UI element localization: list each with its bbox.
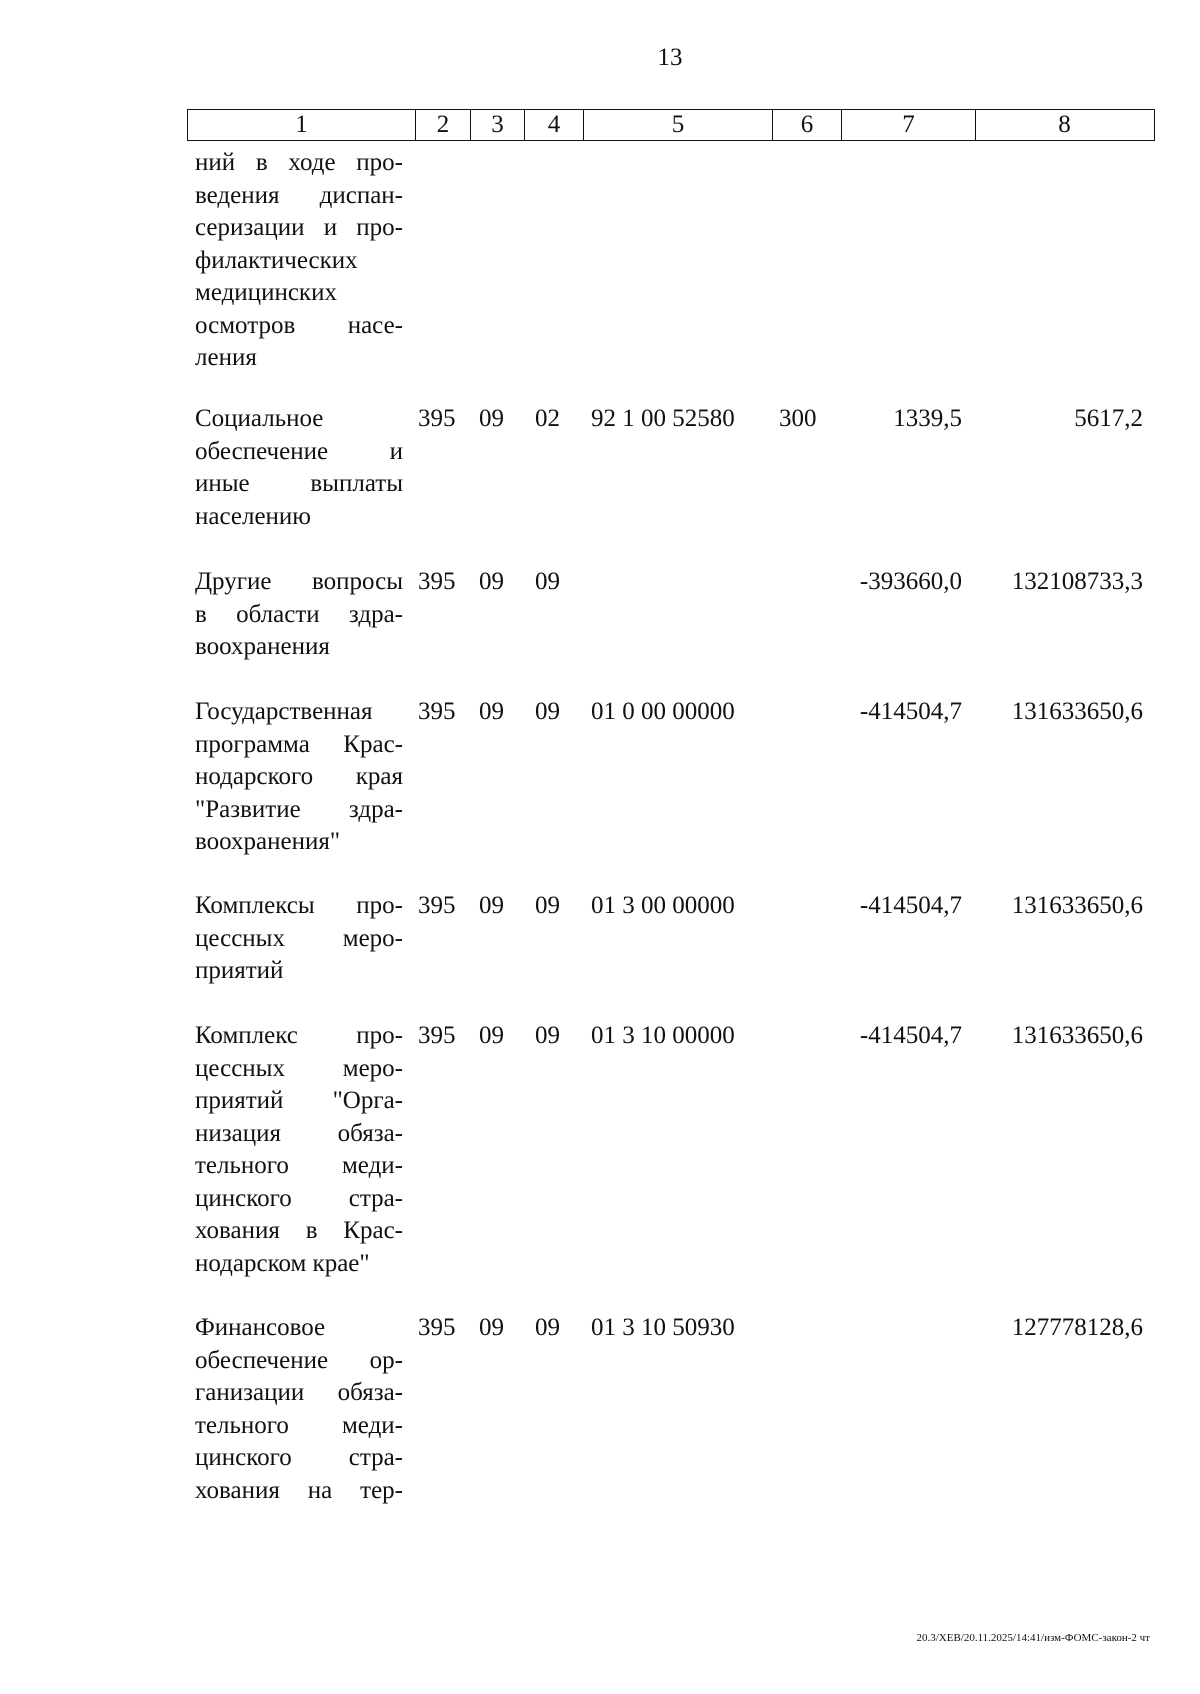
row-value-7: -414504,7	[859, 1022, 962, 1049]
row-description: Комплекс про- цессных меро- приятий "Орга- низация обяза- тельного меди- цинского стра- хования в Крас- нодарском крае"	[195, 1022, 403, 1277]
row-code-3: 09	[479, 1022, 504, 1049]
row-code-4: 09	[535, 892, 560, 919]
row-code-3: 09	[479, 405, 504, 432]
row-description: Социальное обеспечение и иные выплаты населению	[195, 405, 403, 530]
row-value-7: -414504,7	[859, 892, 962, 919]
row-code-5: 01 3 10 50930	[591, 1314, 735, 1341]
row-value-8: 131633650,6	[1011, 1022, 1143, 1049]
row-description: ний в ходе про- ведения диспан- серизации и про- филактических медицинских осмотров насе- ления	[195, 149, 403, 371]
header-col-1: 1	[188, 110, 416, 140]
row-code-4: 09	[535, 1022, 560, 1049]
row-description: Комплексы про- цессных меро- приятий	[195, 892, 403, 984]
row-value-7: -393660,0	[859, 568, 962, 595]
row-code-2: 395	[418, 698, 456, 725]
row-code-4: 02	[535, 405, 560, 432]
row-code-5: 01 3 00 00000	[591, 892, 735, 919]
header-col-7: 7	[842, 110, 976, 140]
row-code-3: 09	[479, 892, 504, 919]
row-code-4: 09	[535, 698, 560, 725]
document-footer-code: 20.3/ХЕВ/20.11.2025/14:41/изм-ФОМС-закон-2 чт	[916, 1632, 1150, 1644]
header-col-6: 6	[773, 110, 842, 140]
row-code-3: 09	[479, 568, 504, 595]
row-value-8: 131633650,6	[1011, 892, 1143, 919]
row-code-5: 01 3 10 00000	[591, 1022, 735, 1049]
row-description: Другие вопросы в области здра- воохранения	[195, 568, 403, 660]
row-code-3: 09	[479, 1314, 504, 1341]
row-code-5: 92 1 00 52580	[591, 405, 735, 432]
header-col-2: 2	[416, 110, 471, 140]
page-number: 13	[657, 44, 683, 71]
row-code-3: 09	[479, 698, 504, 725]
header-col-4: 4	[525, 110, 584, 140]
row-value-8: 132108733,3	[1011, 568, 1143, 595]
row-code-6: 300	[779, 405, 817, 432]
row-value-8: 131633650,6	[1011, 698, 1143, 725]
row-code-2: 395	[418, 405, 456, 432]
row-description: Государственная программа Крас- нодарского края "Развитие здра- воохранения"	[195, 698, 403, 855]
row-code-2: 395	[418, 1022, 456, 1049]
row-code-4: 09	[535, 568, 560, 595]
header-col-5: 5	[584, 110, 773, 140]
row-code-4: 09	[535, 1314, 560, 1341]
row-code-2: 395	[418, 1314, 456, 1341]
row-code-5: 01 0 00 00000	[591, 698, 735, 725]
row-value-7: 1339,5	[893, 405, 962, 432]
row-code-2: 395	[418, 568, 456, 595]
header-col-8: 8	[1058, 111, 1071, 138]
row-value-8: 5617,2	[1074, 405, 1143, 432]
row-code-2: 395	[418, 892, 456, 919]
header-col-3: 3	[471, 110, 525, 140]
row-value-7: -414504,7	[859, 698, 962, 725]
row-description: Финансовое обеспечение ор- ганизации обяза- тельного меди- цинского стра- хования на тер-	[195, 1314, 403, 1504]
table-header-row	[187, 109, 1155, 141]
row-value-8: 127778128,6	[1011, 1314, 1143, 1341]
